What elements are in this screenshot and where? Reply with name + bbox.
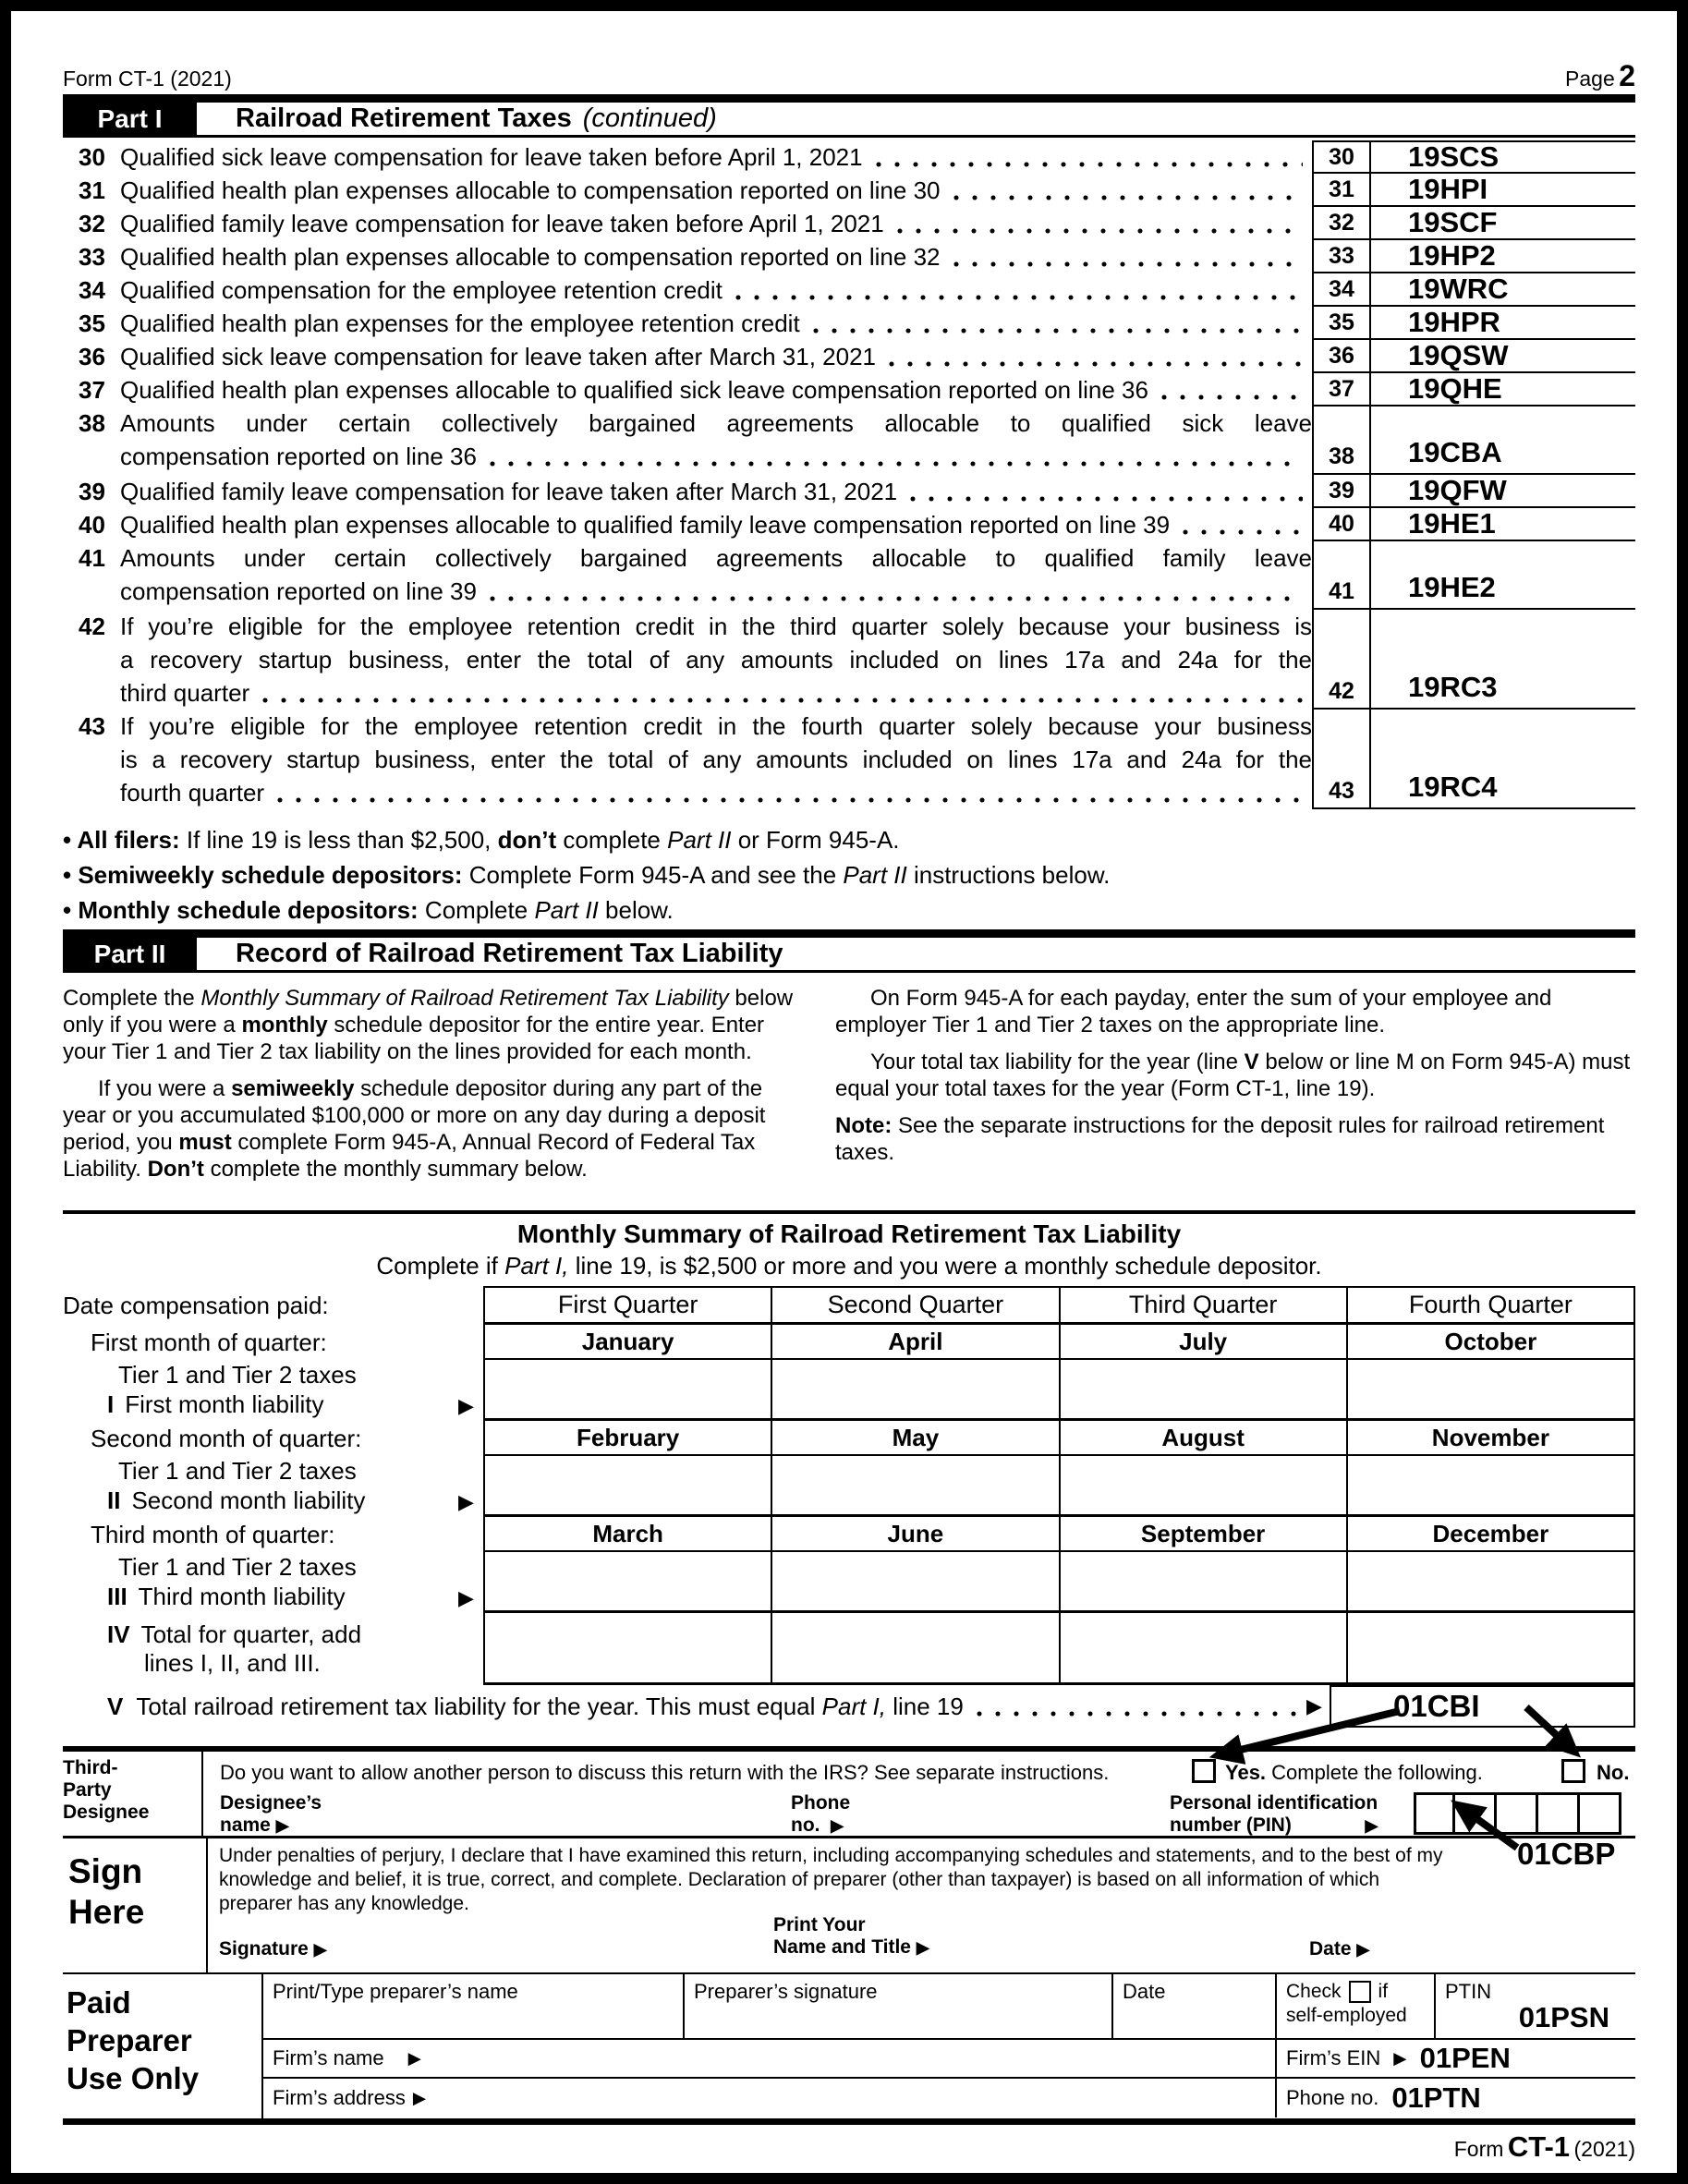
line-v-label: V bbox=[107, 1692, 124, 1720]
line-number: 34 bbox=[79, 276, 105, 304]
paragraph: On Form 945-A for each payday, enter the sum of your employee and employer Tier 1 and Tier 2 taxes on the appropriate line. bbox=[835, 986, 1552, 1037]
liability-cell[interactable] bbox=[1346, 1360, 1635, 1418]
month-label: February bbox=[483, 1421, 771, 1454]
dot-leader bbox=[876, 162, 1303, 167]
firm-name-field[interactable]: Firm’s name ▶ bbox=[263, 2040, 1277, 2077]
liability-cell[interactable] bbox=[1059, 1360, 1346, 1418]
label-date-paid: Date compensation paid: bbox=[63, 1291, 329, 1319]
month-label: April bbox=[771, 1325, 1058, 1358]
dot-leader bbox=[953, 261, 1304, 267]
line-number: 30 bbox=[79, 143, 105, 171]
firm-address-field[interactable]: Firm’s address ▶ bbox=[263, 2079, 1277, 2117]
monthly-summary-title: Monthly Summary of Railroad Retirement Tax Liability bbox=[516, 1219, 1182, 1248]
ptin-cell[interactable]: PTIN 01PSN bbox=[1445, 1980, 1609, 2033]
month-row bbox=[483, 1421, 1635, 1456]
label-third-month: Third month of quarter: bbox=[91, 1520, 335, 1548]
part1-row bbox=[63, 610, 1635, 710]
dot-leader bbox=[735, 295, 1303, 300]
pin-code-annotation: 01CBP bbox=[1517, 1837, 1616, 1871]
phone-value: 01PTN bbox=[1391, 2081, 1481, 2114]
amount-field[interactable]: 19CBA bbox=[1371, 406, 1635, 475]
quarter-total-cell[interactable] bbox=[771, 1613, 1058, 1682]
amount-field[interactable]: 19HP2 bbox=[1371, 240, 1635, 273]
self-employed-checkbox[interactable] bbox=[1349, 1981, 1371, 2003]
label-first-month: First month of quarter: bbox=[91, 1328, 327, 1356]
amount-field[interactable]: 19HE1 bbox=[1371, 508, 1635, 541]
line-number: 36 bbox=[79, 343, 105, 370]
month-label: July bbox=[1059, 1325, 1346, 1358]
paragraph: Complete the Monthly Summary of Railroad Retirement Tax Liability below only if you were a monthly schedule depositor for the entire year. Enter your Tier 1 and Tier 2 tax liability on the lines provided for each month. bbox=[63, 986, 794, 1064]
designee-name-label: Designee’s name ▶ bbox=[220, 1792, 322, 1836]
dot-leader bbox=[813, 328, 1303, 334]
line-description: Qualified health plan expenses allocable to compensation reported on line 32 bbox=[120, 240, 1312, 273]
dot-leader bbox=[910, 496, 1303, 502]
part1-tag: Part I bbox=[63, 103, 197, 135]
note-monthly: • Monthly schedule depositors: Complete Part II below. bbox=[63, 892, 1635, 928]
amount-field[interactable]: 19QHE bbox=[1371, 373, 1635, 406]
line-number-box: 39 bbox=[1312, 475, 1371, 508]
dot-leader bbox=[889, 361, 1303, 367]
ptin-value: 01PSN bbox=[1518, 2001, 1609, 2033]
liability-cell[interactable] bbox=[483, 1552, 771, 1610]
quarter-header: Second Quarter bbox=[771, 1288, 1058, 1322]
line-description: Qualified health plan expenses for the employee retention credit bbox=[120, 307, 1312, 340]
quarter-header-row bbox=[483, 1286, 1635, 1325]
month-label: June bbox=[771, 1517, 1058, 1550]
line-number: 42 bbox=[79, 613, 105, 640]
print-name-title-label: Print Your Name and Title ▶ bbox=[773, 1914, 929, 1958]
page-header bbox=[63, 59, 1635, 93]
part1-row bbox=[63, 240, 1635, 273]
form-id: Form CT-1 (2021) bbox=[63, 67, 232, 91]
part1-row bbox=[63, 710, 1635, 809]
amount-field[interactable]: 19SCF bbox=[1371, 207, 1635, 240]
section-label: Paid Preparer Use Only bbox=[63, 1974, 263, 2118]
firm-phone-cell[interactable]: Phone no. 01PTN bbox=[1286, 2081, 1481, 2114]
line-number-box: 37 bbox=[1312, 373, 1371, 406]
self-employed-cell: Check if self-employed bbox=[1277, 1974, 1436, 2038]
signature-field[interactable] bbox=[346, 1931, 735, 1968]
quarter-total-cell[interactable] bbox=[1059, 1613, 1346, 1682]
part1-row bbox=[63, 373, 1635, 406]
line-description: Qualified sick leave compensation for leave taken before April 1, 2021 bbox=[120, 140, 1312, 174]
part1-row bbox=[63, 207, 1635, 240]
liability-cell[interactable] bbox=[771, 1456, 1058, 1514]
part1-row bbox=[63, 475, 1635, 508]
month-label: March bbox=[483, 1517, 771, 1550]
quarter-total-cell[interactable] bbox=[1346, 1613, 1635, 1682]
label-liability-3: Tier 1 and Tier 2 taxes III Third month liability ▶ bbox=[107, 1553, 474, 1610]
line-number-box: 34 bbox=[1312, 273, 1371, 307]
line-description: If you’re eligible for the employee retention credit in the third quarter solely because your business is a recovery startup business, enter the total of any amounts included on lines 17a and 24a for the third quarter bbox=[120, 613, 1312, 707]
line-number: 43 bbox=[79, 712, 105, 740]
line-number-box: 32 bbox=[1312, 207, 1371, 240]
note-semiweekly: • Semiweekly schedule depositors: Complete Form 945-A and see the Part II instructions below. bbox=[63, 857, 1635, 892]
arrow-right-icon: ▶ bbox=[313, 1940, 327, 1959]
amount-field[interactable]: 19HE2 bbox=[1371, 541, 1635, 610]
arrow-right-icon: ▶ bbox=[412, 2088, 427, 2107]
line-description: Qualified health plan expenses allocable to qualified sick leave compensation reported on line 36 bbox=[120, 373, 1312, 406]
label-second-month: Second month of quarter: bbox=[91, 1424, 362, 1452]
quarter-header: First Quarter bbox=[483, 1288, 771, 1322]
liability-entry-row bbox=[483, 1360, 1635, 1421]
month-row bbox=[483, 1517, 1635, 1552]
line-number: 41 bbox=[79, 544, 105, 572]
amount-field[interactable]: 19RC3 bbox=[1371, 610, 1635, 710]
part1-row bbox=[63, 508, 1635, 541]
checkbox-code-annotation: 01CBI bbox=[1393, 1689, 1480, 1723]
section-divider bbox=[63, 1210, 1635, 1214]
amount-field[interactable]: 19HPR bbox=[1371, 307, 1635, 340]
dot-leader bbox=[277, 797, 1303, 803]
liability-entry-row bbox=[483, 1552, 1635, 1613]
quarter-total-row bbox=[483, 1613, 1635, 1685]
line-number: 31 bbox=[79, 176, 105, 204]
line-description: If you’re eligible for the employee retention credit in the fourth quarter solely because your business is a recovery startup business, enter the total of any amounts included on lines 17a and 24a for the fourth quarter bbox=[120, 712, 1312, 807]
page-number: 2 bbox=[1619, 59, 1635, 92]
sign-date-label: Date ▶ bbox=[1309, 1938, 1370, 1960]
line-number: 39 bbox=[79, 478, 105, 505]
monthly-summary-table bbox=[63, 1286, 1635, 1685]
line-description: Qualified family leave compensation for leave taken after March 31, 2021 bbox=[120, 475, 1312, 508]
arrow-right-icon: ▶ bbox=[458, 1586, 474, 1609]
line-description: Qualified health plan expenses allocable to compensation reported on line 30 bbox=[120, 174, 1312, 207]
line-number: 40 bbox=[79, 511, 105, 539]
paragraph: If you were a semiweekly schedule depositor during any part of the year or you accumulated $100,000 or more on any day during a deposit period, you must complete Form 945-A, Annual Record of Federal Tax Liability. Don’t complete the monthly summary below. bbox=[63, 1076, 766, 1182]
perjury-statement: Under penalties of perjury, I declare that I have examined this return, including accompanying schedules and statements, and to the best of my knowledge and belief, it is true, correct, and complete. Declaration of preparer (other than taxpayer) is based on all information of which preparer has any knowledge. bbox=[219, 1845, 1443, 1914]
part2-header-bar bbox=[63, 929, 1635, 973]
instructions-right-column bbox=[835, 985, 1635, 1193]
dot-leader bbox=[490, 461, 1303, 467]
arrow-right-icon: ▶ bbox=[1356, 1940, 1370, 1959]
preparer-name-field[interactable]: Print/Type preparer’s name bbox=[263, 1974, 685, 2038]
line-description: Amounts under certain collectively bargained agreements allocable to qualified family leave compensation reported on line 39 bbox=[120, 544, 1312, 605]
part1-header-bar bbox=[63, 94, 1635, 138]
dot-leader bbox=[953, 195, 1304, 200]
line-number: 32 bbox=[79, 210, 105, 237]
part1-row bbox=[63, 140, 1635, 174]
line-description: Qualified health plan expenses allocable to qualified family leave compensation reported on line 39 bbox=[120, 508, 1312, 541]
signature-label: Signature ▶ bbox=[219, 1938, 327, 1960]
part1-row bbox=[63, 307, 1635, 340]
arrow-right-icon: ▶ bbox=[831, 1816, 844, 1835]
monthly-summary-subtitle: Complete if Part I, line 19, is $2,500 or more and you were a monthly schedule depositor. bbox=[376, 1252, 1322, 1280]
paid-preparer-section bbox=[63, 1972, 1635, 2125]
arrow-right-icon: ▶ bbox=[1306, 1694, 1322, 1717]
line-number-box: 33 bbox=[1312, 240, 1371, 273]
firm-ein-value: 01PEN bbox=[1419, 2042, 1511, 2074]
section-label: Sign Here bbox=[63, 1838, 208, 1972]
arrow-right-icon: ▶ bbox=[407, 2048, 421, 2068]
section-label: Third- Party Designee bbox=[63, 1752, 203, 1836]
paragraph: Your total tax liability for the year (line V below or line M on Form 945-A) must equal your total taxes for the year (Form CT-1, line 19). bbox=[835, 1050, 1631, 1101]
month-label: December bbox=[1346, 1517, 1635, 1550]
page-indicator: Page 2 bbox=[1565, 59, 1635, 92]
month-label: January bbox=[483, 1325, 771, 1358]
line-number: 38 bbox=[79, 409, 105, 437]
line-description: Qualified family leave compensation for leave taken before April 1, 2021 bbox=[120, 207, 1312, 240]
label-liability-1: Tier 1 and Tier 2 taxes I First month liability ▶ bbox=[107, 1361, 474, 1418]
part1-row bbox=[63, 273, 1635, 307]
part1-row bbox=[63, 541, 1635, 610]
amount-field[interactable]: 19QFW bbox=[1371, 475, 1635, 508]
liability-cell[interactable] bbox=[1059, 1552, 1346, 1610]
line-number-box: 30 bbox=[1312, 140, 1371, 174]
liability-cell[interactable] bbox=[1346, 1552, 1635, 1610]
line-number: 37 bbox=[79, 376, 105, 404]
part1-title: Railroad Retirement Taxes bbox=[236, 103, 572, 133]
amount-field[interactable]: 19QSW bbox=[1371, 340, 1635, 373]
table-row-labels bbox=[63, 1286, 483, 1685]
amount-field[interactable]: 19SCS bbox=[1371, 140, 1635, 174]
line-number: 33 bbox=[79, 243, 105, 271]
arrow-right-icon: ▶ bbox=[458, 1394, 474, 1417]
line-description: Qualified sick leave compensation for leave taken after March 31, 2021 bbox=[120, 340, 1312, 373]
dot-leader bbox=[490, 596, 1303, 601]
part1-row bbox=[63, 406, 1635, 475]
liability-cell[interactable] bbox=[771, 1552, 1058, 1610]
month-label: May bbox=[771, 1421, 1058, 1454]
liability-cell[interactable] bbox=[483, 1456, 771, 1514]
liability-cell[interactable] bbox=[1346, 1456, 1635, 1514]
line-description: Qualified compensation for the employee retention credit bbox=[120, 273, 1312, 307]
line-number: 35 bbox=[79, 309, 105, 337]
sign-date-field[interactable] bbox=[1390, 1931, 1612, 1968]
designee-phone-field[interactable] bbox=[868, 1792, 1146, 1833]
quarter-header: Fourth Quarter bbox=[1346, 1288, 1635, 1322]
dot-leader bbox=[1161, 394, 1303, 400]
line-number-box: 31 bbox=[1312, 174, 1371, 207]
quarter-grid bbox=[483, 1286, 1635, 1685]
line-description: Amounts under certain collectively bargained agreements allocable to qualified sick leave compensation reported on line 36 bbox=[120, 409, 1312, 470]
month-label: October bbox=[1346, 1325, 1635, 1358]
month-label: September bbox=[1059, 1517, 1346, 1550]
firm-ein-cell[interactable]: Firm’s EIN ▶ 01PEN bbox=[1286, 2042, 1511, 2074]
arrow-right-icon: ▶ bbox=[1365, 1816, 1378, 1835]
instructions-left-column bbox=[63, 985, 802, 1193]
month-label: November bbox=[1346, 1421, 1635, 1454]
designee-pin-label: Personal identification number (PIN) ▶ bbox=[1170, 1792, 1378, 1836]
part1-row bbox=[63, 174, 1635, 207]
month-label: August bbox=[1059, 1421, 1346, 1454]
amount-field[interactable]: 19WRC bbox=[1371, 273, 1635, 307]
sign-here-section bbox=[63, 1836, 1635, 1972]
line-number-box: 40 bbox=[1312, 508, 1371, 541]
part2-instructions bbox=[63, 985, 1635, 1193]
designee-question: Do you want to allow another person to discuss this return with the IRS? See separate instructions. bbox=[220, 1761, 1110, 1784]
line-number-box: 41 bbox=[1312, 541, 1371, 610]
month-row bbox=[483, 1325, 1635, 1360]
liability-cell[interactable] bbox=[771, 1360, 1058, 1418]
label-liability-2: Tier 1 and Tier 2 taxes II Second month liability ▶ bbox=[107, 1457, 474, 1514]
dot-leader bbox=[1183, 529, 1303, 535]
line-number-box: 35 bbox=[1312, 307, 1371, 340]
print-name-field[interactable] bbox=[965, 1931, 1270, 1968]
part1-row bbox=[63, 340, 1635, 373]
arrow-right-icon: ▶ bbox=[275, 1816, 289, 1835]
designee-yes-label: Yes. Complete the following. bbox=[1225, 1761, 1483, 1784]
line-number-box: 38 bbox=[1312, 406, 1371, 475]
line-number-box: 36 bbox=[1312, 340, 1371, 373]
arrow-right-icon: ▶ bbox=[458, 1490, 474, 1513]
paragraph-note: Note: See the separate instructions for the deposit rules for railroad retirement taxes. bbox=[835, 1113, 1605, 1165]
liability-cell[interactable] bbox=[1059, 1456, 1346, 1514]
page-footer: Form CT-1 (2021) bbox=[1453, 2130, 1635, 2163]
note-all-filers: • All filers: If line 19 is less than $2,500, don’t complete Part II or Form 945-A. bbox=[63, 822, 1635, 857]
dot-leader bbox=[897, 228, 1303, 234]
form-name: CT-1 bbox=[1507, 2130, 1571, 2163]
line-number-box: 42 bbox=[1312, 610, 1371, 710]
designee-no-label: No. bbox=[1597, 1761, 1630, 1784]
amount-field[interactable]: 19HPI bbox=[1371, 174, 1635, 207]
depositor-notes bbox=[63, 822, 1635, 928]
arrow-right-icon: ▶ bbox=[916, 1938, 929, 1957]
preparer-signature-field[interactable]: Preparer’s signature bbox=[685, 1974, 1113, 2038]
quarter-header: Third Quarter bbox=[1059, 1288, 1346, 1322]
liability-cell[interactable] bbox=[483, 1360, 771, 1418]
quarter-total-cell[interactable] bbox=[483, 1613, 771, 1682]
part2-tag: Part II bbox=[63, 938, 197, 970]
part2-title: Record of Railroad Retirement Tax Liability bbox=[236, 939, 783, 968]
label-quarter-total: IV Total for quarter, add lines I, II, and III. bbox=[107, 1620, 362, 1677]
line-v-text: Total railroad retirement tax liability for the year. This must equal Part I, line 19 bbox=[136, 1692, 964, 1720]
designee-phone-label: Phone no. ▶ bbox=[791, 1792, 851, 1836]
arrow-right-icon: ▶ bbox=[1393, 2048, 1407, 2068]
amount-field[interactable]: 19RC4 bbox=[1371, 710, 1635, 809]
part1-title-suffix: (continued) bbox=[582, 103, 717, 133]
part1-rows bbox=[63, 140, 1635, 809]
line-number-box: 43 bbox=[1312, 710, 1371, 809]
designee-name-field[interactable] bbox=[314, 1792, 758, 1833]
preparer-date-field[interactable]: Date bbox=[1113, 1974, 1277, 2038]
dot-leader bbox=[262, 698, 1303, 703]
liability-entry-row bbox=[483, 1456, 1635, 1517]
